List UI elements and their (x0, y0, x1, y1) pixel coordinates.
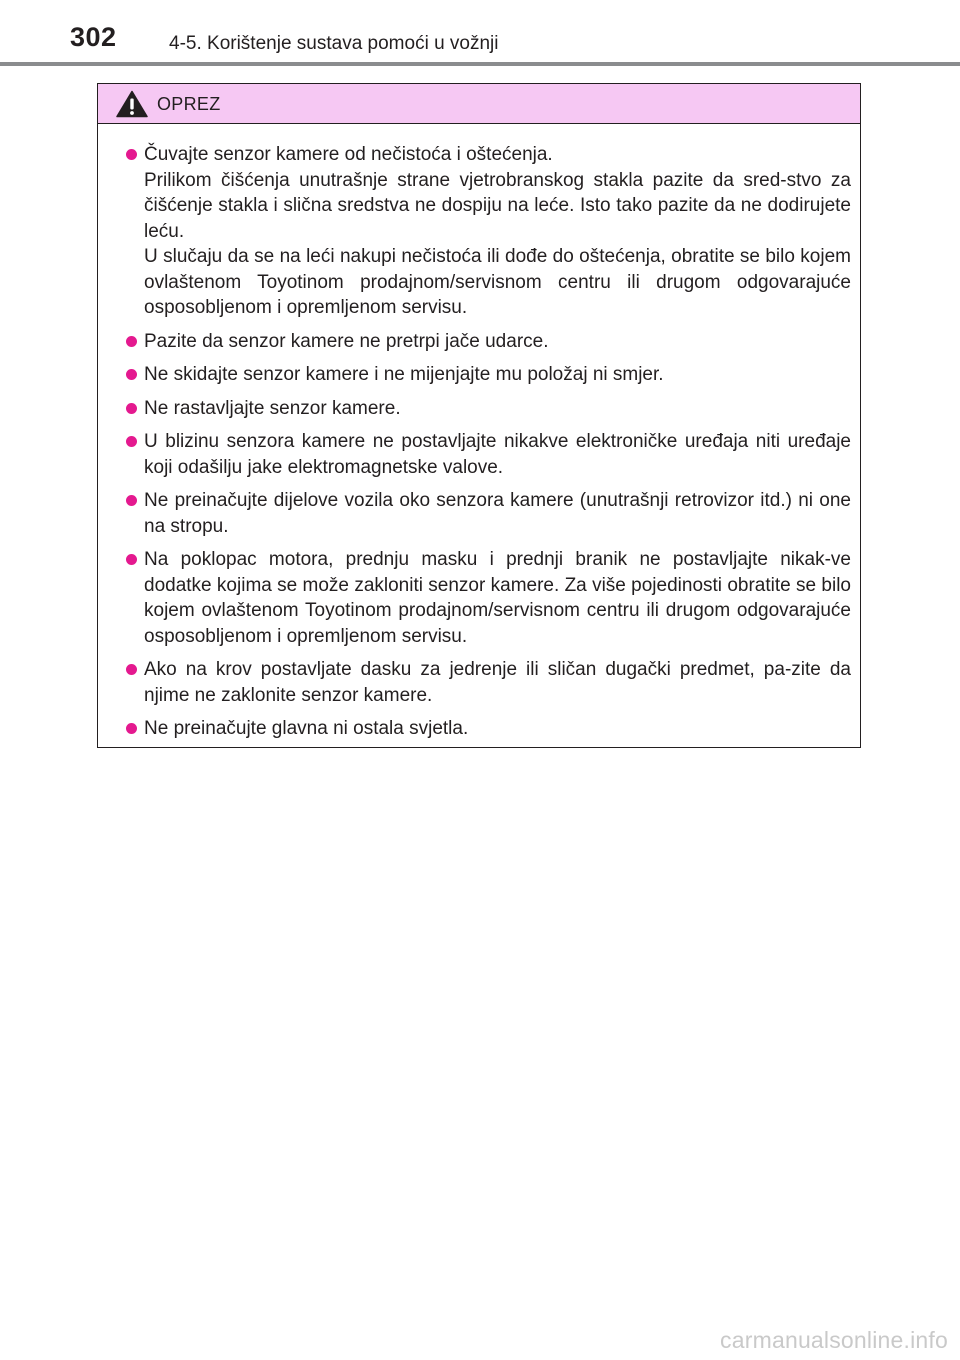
caution-text: Čuvajte senzor kamere od nečistoća i oštećenja. (144, 144, 553, 165)
caution-item (126, 657, 851, 708)
caution-text: Pazite da senzor kamere ne pretrpi jače udarce. (144, 330, 549, 352)
caution-text: U slučaju da se na leći nakupi nečistoća ili dođe do oštećenja, obratite se bilo kojem ovlaštenom Toyotinom prodajnom/servisnom centru ili drugom odgovarajuće osposobljenom i opremljenom servisu. (144, 246, 851, 318)
bullet-icon (126, 723, 137, 734)
caution-text: U blizinu senzora kamere ne postavljajte nikakve elektroničke uređaja niti uređaje koji odašilju jake elektromagnetske valove. (144, 431, 851, 478)
caution-text: Ne preinačujte glavna ni ostala svjetla. (144, 718, 469, 739)
caution-text: Prilikom čišćenja unutrašnje strane vjetrobranskog stakla pazite da sred-stvo za čišćenje stakla i slična sredstva ne dospiju na leće. Isto tako pazite da ne dodirujete leću. (144, 169, 851, 242)
warning-triangle-icon (116, 90, 148, 118)
bullet-icon (126, 149, 137, 160)
caution-item (126, 396, 851, 422)
caution-box (97, 83, 861, 748)
caution-text: Ne rastavljajte senzor kamere. (144, 397, 401, 419)
page-header (0, 0, 960, 66)
caution-item (126, 716, 851, 742)
caution-item (126, 488, 851, 539)
bullet-icon (126, 403, 137, 414)
bullet-icon (126, 664, 137, 675)
bullet-icon (126, 336, 137, 347)
caution-header (98, 84, 860, 124)
caution-text: Ako na krov postavljate dasku za jedrenje ili sličan dugački predmet, pa-zite da njime ne zaklonite senzor kamere. (144, 659, 851, 706)
caution-item (126, 329, 851, 355)
caution-label: OPREZ (157, 94, 221, 114)
caution-item (126, 142, 851, 321)
section-title: 4-5. Korištenje sustava pomoći u vožnji (169, 33, 499, 54)
caution-text: Ne skidajte senzor kamere i ne mijenjajte mu položaj ni smjer. (144, 364, 664, 385)
header-rule (0, 62, 960, 66)
caution-text: Na poklopac motora, prednju masku i prednji branik ne postavljajte nikak-ve dodatke kojima se može zakloniti senzor kamere. Za više pojedinosti obratite se bilo kojem ovlaštenom Toyotinom prodajnom/servisnom centru ili drugom odgovarajuće osposobljenom i opremljenom servisu. (144, 549, 851, 647)
page-number: 302 (70, 22, 117, 52)
caution-text: Ne preinačujte dijelove vozila oko senzora kamere (unutrašnji retrovizor itd.) ni one na stropu. (144, 490, 851, 537)
caution-item (126, 429, 851, 480)
caution-item (126, 362, 851, 388)
watermark: carmanualsonline.info (720, 1327, 948, 1353)
bullet-icon (126, 554, 137, 565)
caution-item (126, 547, 851, 649)
bullet-icon (126, 369, 137, 380)
bullet-icon (126, 436, 137, 447)
caution-list (98, 125, 860, 750)
bullet-icon (126, 495, 137, 506)
